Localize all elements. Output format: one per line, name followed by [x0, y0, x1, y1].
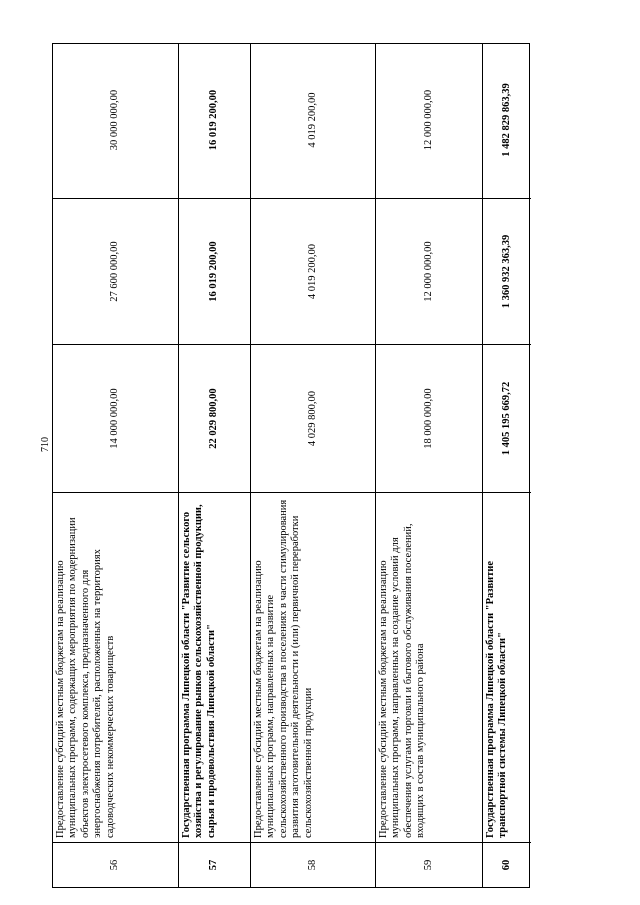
value-column-3: 1 482 829 863,39 [483, 42, 531, 199]
row-description: Предоставление субсидий местным бюджетам на реализацию муниципальных программ, направленных на создание условий для обеспечения услугами торговли и бытового обслуживания поселений, входящих в состав муниципального района [376, 493, 482, 843]
table-row [250, 44, 375, 887]
table-row [482, 44, 531, 887]
value-column-2: 16 019 200,00 [179, 199, 250, 345]
value-column-3: 12 000 000,00 [376, 42, 482, 199]
value-column-3: 4 019 200,00 [251, 42, 375, 199]
row-number: 56 [109, 859, 121, 871]
value-column-2: 4 019 200,00 [251, 199, 375, 345]
table-row [178, 44, 250, 887]
row-description: Предоставление субсидий местным бюджетам на реализацию муниципальных программ, направленных на развитие сельскохозяйственного производства в поселениях в части стимулирования развития заготовительной деятельности и (или) первичной переработки сельскохозяйственной продукции [251, 493, 375, 843]
value-column-1: 1 405 195 669,72 [483, 345, 531, 493]
value-column-2: 1 360 932 363,39 [483, 199, 531, 345]
value-column-2: 12 000 000,00 [376, 199, 482, 345]
row-number: 57 [208, 859, 220, 871]
page-number: 710 [40, 437, 51, 452]
value-column-1: 4 029 800,00 [251, 345, 375, 493]
budget-table [52, 43, 530, 888]
row-number: 59 [422, 859, 434, 871]
row-description: Предоставление субсидий местным бюджетам на реализацию муниципальных программ, содержащих мероприятия по модернизации объектов электросетевого комплекса, предназначенного для энергоснабжения потребителей, расположенных на территориях садоводческих некоммерческих товариществ [53, 493, 178, 843]
value-column-1: 14 000 000,00 [53, 345, 178, 493]
row-number: 60 [500, 859, 512, 871]
value-column-1: 22 029 800,00 [179, 345, 250, 493]
row-number: 58 [306, 859, 318, 871]
value-column-2: 27 600 000,00 [53, 199, 178, 345]
row-description: Государственная программа Липецкой области "Развитие сельского хозяйства и регулирование рынков сельскохозяйственной продукции, сырья и продовольствия Липецкой области" [179, 493, 250, 843]
row-description: Государственная программа Липецкой области "Развитие транспортной системы Липецкой области" [483, 493, 531, 843]
table-row [53, 44, 178, 887]
value-column-1: 18 000 000,00 [376, 345, 482, 493]
value-column-3: 30 000 000,00 [53, 42, 178, 199]
value-column-3: 16 019 200,00 [179, 42, 250, 199]
table-row [375, 44, 482, 887]
